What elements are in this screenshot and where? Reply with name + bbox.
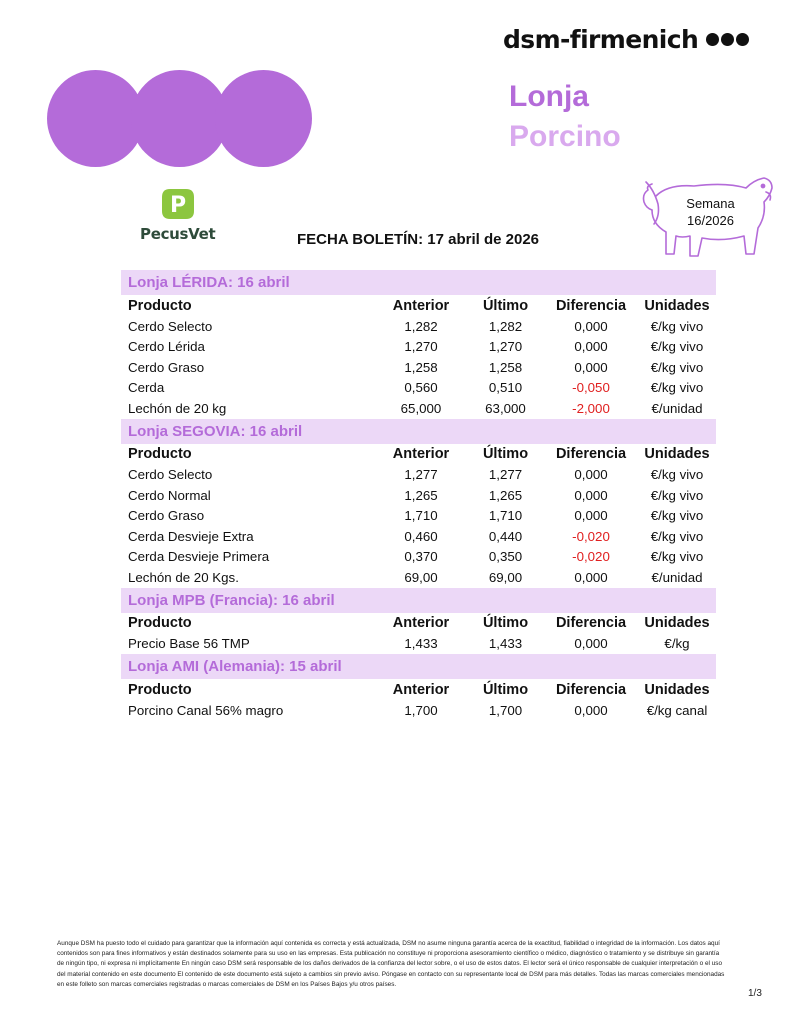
cell-producto: Cerdo Selecto [128,318,213,334]
cell-unidades: €/unidad [651,400,703,416]
cell-unidades: €/kg vivo [650,359,704,375]
cell-unidades: €/kg vivo [650,318,704,334]
cell-anterior: 1,710 [404,508,438,524]
cell-diferencia: 0,000 [574,487,608,503]
column-header-anterior: Anterior [392,615,450,631]
pecusvet-letter: P [169,193,187,218]
section-title: Lonja MPB (Francia): 16 abril [121,588,716,613]
column-header-unidades: Unidades [644,446,710,462]
cell-unidades: €/kg vivo [650,380,704,396]
column-header-ultimo: Último [482,615,529,631]
cell-producto: Precio Base 56 TMP [128,636,250,652]
cell-diferencia: 0,000 [574,569,608,585]
decorative-circles [47,70,313,167]
table-row [121,700,716,721]
section-title: Lonja LÉRIDA: 16 abril [121,270,716,295]
cell-diferencia: 0,000 [574,467,608,483]
cell-producto: Cerda [128,380,165,396]
cell-ultimo: 69,00 [488,569,523,585]
cell-unidades: €/kg vivo [650,487,704,503]
cell-unidades: €/kg vivo [650,549,704,565]
section-title: Lonja SEGOVIA: 16 abril [121,419,716,444]
cell-ultimo: 0,440 [488,528,523,544]
cell-ultimo: 0,510 [488,380,523,396]
table-row [121,337,716,358]
cell-diferencia: -2,000 [572,400,610,416]
brand-dots-icon [706,33,749,46]
cell-diferencia: 0,000 [574,636,608,652]
cell-producto: Cerdo Graso [128,359,205,375]
cell-producto: Cerdo Selecto [128,467,213,483]
brand-name: dsm-firmenich [503,24,699,54]
column-header-diferencia: Diferencia [555,297,627,314]
cell-anterior: 1,270 [404,339,438,355]
column-header-unidades: Unidades [644,681,710,698]
cell-producto: Cerdo Graso [128,508,205,524]
cell-producto: Porcino Canal 56% magro [128,702,284,718]
cell-anterior: 1,265 [404,487,438,503]
column-header-row [121,295,716,316]
table-row [121,547,716,568]
pecusvet-name: PecusVet [140,225,216,243]
table-row [121,485,716,506]
fecha-boletin: FECHA BOLETÍN: 17 abril de 2026 [297,231,540,248]
cell-ultimo: 1,282 [488,318,523,334]
week-label: Semana [686,196,735,211]
cell-unidades: €/kg vivo [650,467,704,483]
cell-producto: Cerdo Lérida [128,339,205,355]
cell-producto: Cerdo Normal [128,487,211,503]
cell-producto: Cerda Desvieje Extra [128,528,254,544]
cell-anterior: 65,000 [400,400,442,416]
column-header-row [121,679,716,700]
table-row [121,378,716,399]
table-row [121,316,716,337]
cell-ultimo: 1,277 [488,467,523,483]
cell-anterior: 1,277 [404,467,438,483]
column-header-diferencia: Diferencia [555,446,627,462]
table-row [121,506,716,527]
cell-unidades: €/kg vivo [650,508,704,524]
column-header-diferencia: Diferencia [555,615,627,631]
cell-anterior: 0,560 [404,380,438,396]
title-porcino: Porcino [509,120,621,153]
column-header-diferencia: Diferencia [555,681,627,698]
cell-anterior: 1,258 [404,359,438,375]
table-row [121,398,716,419]
page-number: 1/3 [748,988,762,999]
cell-ultimo: 0,350 [488,549,523,565]
brand-logo [503,22,773,56]
column-header-producto: Producto [128,297,192,314]
table-row [121,465,716,486]
column-header-ultimo: Último [482,446,529,462]
column-header-anterior: Anterior [392,297,450,314]
column-header-anterior: Anterior [392,446,450,462]
pecusvet-mark-icon [160,187,196,221]
cell-unidades: €/kg [664,636,690,652]
cell-anterior: 1,433 [404,636,438,652]
cell-unidades: €/kg vivo [650,339,704,355]
cell-diferencia: -0,020 [572,549,610,565]
column-header-unidades: Unidades [644,297,710,314]
table-row [121,357,716,378]
column-header-row [121,444,716,465]
week-value: 16/2026 [687,213,734,228]
cell-producto: Lechón de 20 Kgs. [128,569,239,585]
column-header-ultimo: Último [482,297,529,314]
price-table [121,270,716,721]
cell-diferencia: 0,000 [574,702,608,718]
cell-ultimo: 1,258 [488,359,523,375]
cell-anterior: 0,460 [404,528,438,544]
table-row [121,567,716,588]
cell-ultimo: 63,000 [485,400,526,416]
cell-diferencia: -0,020 [572,528,610,544]
cell-anterior: 0,370 [404,549,438,565]
cell-ultimo: 1,433 [488,636,523,652]
cell-diferencia: 0,000 [574,339,608,355]
cell-diferencia: 0,000 [574,508,608,524]
cell-anterior: 1,700 [404,702,438,718]
column-header-producto: Producto [128,681,192,698]
cell-diferencia: 0,000 [574,318,608,334]
cell-producto: Cerda Desvieje Primera [128,549,270,565]
title-lonja: Lonja [509,80,589,113]
cell-producto: Lechón de 20 kg [128,400,227,416]
cell-unidades: €/unidad [651,569,703,585]
cell-diferencia: -0,050 [572,380,610,396]
cell-anterior: 69,00 [404,569,438,585]
cell-ultimo: 1,270 [488,339,523,355]
column-header-unidades: Unidades [644,615,710,631]
cell-anterior: 1,282 [404,318,438,334]
cell-unidades: €/kg canal [646,702,708,718]
section-title: Lonja AMI (Alemania): 15 abril [121,654,716,679]
table-row [121,634,716,655]
column-header-anterior: Anterior [392,681,450,698]
column-header-producto: Producto [128,615,192,631]
cell-ultimo: 1,700 [488,702,523,718]
column-header-row [121,613,716,634]
column-header-ultimo: Último [482,681,529,698]
cell-ultimo: 1,265 [488,487,523,503]
week-badge [668,195,753,229]
cell-unidades: €/kg vivo [650,528,704,544]
column-header-producto: Producto [128,446,192,462]
disclaimer: Aunque DSM ha puesto todo el cuidado para garantizar que la información aquí contenida es correcta y está actualizada, DSM no asume ninguna garantía acerca de la exactitud, fiabilidad o integridad de la información. Los datos aquí contenidos son para fines informativos y están destinados solamente para su uso en las empresas. Esta publicación no constituye ni proporciona asesoramiento científico o médico, diagnóstico o tratamiento y se distribuye sin garantía de ningún tipo, ni expresa ni implícitamente En ningún caso DSM será responsable de los daños derivados de la confianza del lector sobre, o el uso de estos datos. El lector será el único responsable de cualquier interpretación o el uso del material contenido en este documento El contenido de este documento está sujeto a cambios sin previo aviso. Póngase en contacto con su representante local de DSM para más detalles. Todas las marcas comerciales mencionadas en este folleto son marcas comerciales registradas o marcas comerciales de DSM en los Países Bajos y/u otros países. [57,940,725,988]
cell-ultimo: 1,710 [488,508,523,524]
cell-diferencia: 0,000 [574,359,608,375]
table-row [121,526,716,547]
